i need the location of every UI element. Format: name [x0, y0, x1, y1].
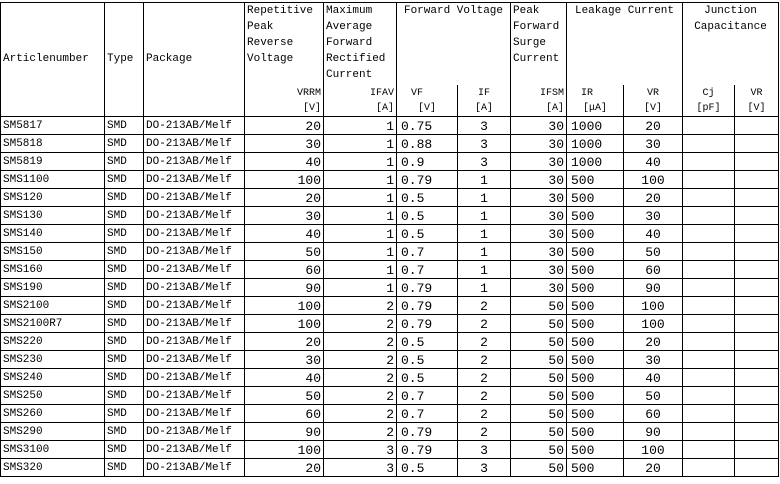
- table-row: [1, 153, 779, 171]
- cell-vf: 0.5: [397, 207, 458, 225]
- diode-spec-table: [0, 2, 779, 477]
- cell-if: 3: [458, 135, 511, 153]
- cell-type: SMD: [105, 261, 144, 279]
- cell-vf: 0.79: [397, 297, 458, 315]
- cell-vr: 90: [624, 279, 683, 297]
- unit-if: [A]: [458, 101, 511, 117]
- header-group-row: [1, 3, 779, 86]
- cell-type: SMD: [105, 459, 144, 477]
- cell-if: 2: [458, 333, 511, 351]
- cell-package: DO-213AB/Melf: [144, 279, 245, 297]
- cell-if: 3: [458, 117, 511, 135]
- cell-cj: [683, 369, 735, 387]
- cell-ir: 1000: [567, 135, 624, 153]
- cell-cj: [683, 459, 735, 477]
- cell-type: SMD: [105, 315, 144, 333]
- cell-vf: 0.79: [397, 171, 458, 189]
- cell-ifav: 2: [324, 333, 397, 351]
- cell-vr: 50: [624, 243, 683, 261]
- cell-package: DO-213AB/Melf: [144, 405, 245, 423]
- table-row: [1, 441, 779, 459]
- cell-vr2: [735, 423, 779, 441]
- cell-package: DO-213AB/Melf: [144, 369, 245, 387]
- cell-if: 1: [458, 225, 511, 243]
- cell-ir: 1000: [567, 153, 624, 171]
- table-row: [1, 171, 779, 189]
- cell-cj: [683, 153, 735, 171]
- cell-vf: 0.5: [397, 369, 458, 387]
- cell-ir: 500: [567, 279, 624, 297]
- cell-vrrm: 40: [245, 369, 324, 387]
- header-vrrm-group: Repetitive Peak Reverse Voltage: [245, 3, 324, 86]
- symbol-ifsm: IFSM: [511, 85, 567, 101]
- cell-type: SMD: [105, 297, 144, 315]
- cell-article: SMS220: [1, 333, 105, 351]
- cell-vr2: [735, 405, 779, 423]
- cell-package: DO-213AB/Melf: [144, 153, 245, 171]
- cell-article: SMS120: [1, 189, 105, 207]
- cell-vrrm: 20: [245, 117, 324, 135]
- cell-ifsm: 30: [511, 207, 567, 225]
- cell-type: SMD: [105, 369, 144, 387]
- table-row: [1, 333, 779, 351]
- cell-ifav: 1: [324, 135, 397, 153]
- cell-ifsm: 50: [511, 459, 567, 477]
- cell-type: SMD: [105, 351, 144, 369]
- cell-ifav: 2: [324, 351, 397, 369]
- cell-if: 1: [458, 279, 511, 297]
- cell-vr: 20: [624, 459, 683, 477]
- cell-type: SMD: [105, 279, 144, 297]
- unit-ifav: [A]: [324, 101, 397, 117]
- cell-if: 1: [458, 171, 511, 189]
- table-row: [1, 297, 779, 315]
- cell-vrrm: 40: [245, 153, 324, 171]
- cell-vr2: [735, 153, 779, 171]
- cell-article: SMS230: [1, 351, 105, 369]
- cell-vr: 50: [624, 387, 683, 405]
- cell-type: SMD: [105, 207, 144, 225]
- cell-ifsm: 30: [511, 243, 567, 261]
- cell-type: SMD: [105, 153, 144, 171]
- header-articlenumber: Articlenumber: [1, 3, 105, 117]
- cell-package: DO-213AB/Melf: [144, 117, 245, 135]
- symbol-vrrm: VRRM: [245, 85, 324, 101]
- cell-ir: 500: [567, 189, 624, 207]
- cell-type: SMD: [105, 387, 144, 405]
- cell-vr2: [735, 279, 779, 297]
- table-row: [1, 459, 779, 477]
- cell-cj: [683, 279, 735, 297]
- cell-ifsm: 50: [511, 333, 567, 351]
- cell-ir: 500: [567, 297, 624, 315]
- cell-type: SMD: [105, 243, 144, 261]
- cell-vr: 20: [624, 333, 683, 351]
- cell-article: SMS160: [1, 261, 105, 279]
- symbol-vr: VR: [624, 85, 683, 101]
- cell-ir: 500: [567, 387, 624, 405]
- cell-vrrm: 90: [245, 279, 324, 297]
- cell-vrrm: 20: [245, 189, 324, 207]
- cell-vf: 0.7: [397, 387, 458, 405]
- cell-ifsm: 30: [511, 171, 567, 189]
- table-row: [1, 369, 779, 387]
- cell-package: DO-213AB/Melf: [144, 441, 245, 459]
- cell-type: SMD: [105, 225, 144, 243]
- cell-ifsm: 30: [511, 117, 567, 135]
- cell-vr: 100: [624, 315, 683, 333]
- cell-ifsm: 50: [511, 369, 567, 387]
- cell-package: DO-213AB/Melf: [144, 135, 245, 153]
- cell-ifav: 1: [324, 279, 397, 297]
- cell-type: SMD: [105, 405, 144, 423]
- cell-ifav: 2: [324, 387, 397, 405]
- cell-vrrm: 30: [245, 207, 324, 225]
- table-row: [1, 261, 779, 279]
- cell-vr: 100: [624, 171, 683, 189]
- cell-vr2: [735, 189, 779, 207]
- cell-cj: [683, 351, 735, 369]
- cell-package: DO-213AB/Melf: [144, 207, 245, 225]
- header-capacitance-group: Junction Capacitance: [683, 3, 779, 86]
- cell-vr2: [735, 315, 779, 333]
- cell-article: SMS150: [1, 243, 105, 261]
- cell-vrrm: 20: [245, 459, 324, 477]
- cell-vrrm: 30: [245, 351, 324, 369]
- unit-cj: [pF]: [683, 101, 735, 117]
- cell-vrrm: 100: [245, 171, 324, 189]
- cell-package: DO-213AB/Melf: [144, 297, 245, 315]
- cell-article: SMS130: [1, 207, 105, 225]
- cell-if: 2: [458, 351, 511, 369]
- cell-vrrm: 100: [245, 315, 324, 333]
- cell-vrrm: 20: [245, 333, 324, 351]
- cell-package: DO-213AB/Melf: [144, 243, 245, 261]
- table-row: [1, 189, 779, 207]
- cell-cj: [683, 297, 735, 315]
- cell-ir: 500: [567, 261, 624, 279]
- cell-if: 1: [458, 207, 511, 225]
- table-row: [1, 207, 779, 225]
- cell-ifsm: 50: [511, 351, 567, 369]
- cell-vr2: [735, 243, 779, 261]
- cell-vrrm: 90: [245, 423, 324, 441]
- cell-if: 2: [458, 297, 511, 315]
- cell-ifsm: 50: [511, 387, 567, 405]
- cell-vr: 30: [624, 207, 683, 225]
- cell-cj: [683, 387, 735, 405]
- cell-vrrm: 60: [245, 405, 324, 423]
- cell-vf: 0.79: [397, 423, 458, 441]
- cell-article: SMS250: [1, 387, 105, 405]
- cell-ifav: 1: [324, 171, 397, 189]
- cell-ir: 500: [567, 441, 624, 459]
- cell-article: SMS240: [1, 369, 105, 387]
- cell-cj: [683, 423, 735, 441]
- cell-package: DO-213AB/Melf: [144, 261, 245, 279]
- cell-ir: 500: [567, 207, 624, 225]
- cell-cj: [683, 261, 735, 279]
- cell-type: SMD: [105, 189, 144, 207]
- symbol-cj: Cj: [683, 85, 735, 101]
- cell-vr2: [735, 387, 779, 405]
- cell-package: DO-213AB/Melf: [144, 189, 245, 207]
- cell-vf: 0.5: [397, 459, 458, 477]
- cell-vr: 100: [624, 441, 683, 459]
- cell-ir: 500: [567, 405, 624, 423]
- table-row: [1, 315, 779, 333]
- cell-vr: 40: [624, 153, 683, 171]
- cell-package: DO-213AB/Melf: [144, 171, 245, 189]
- cell-vr2: [735, 369, 779, 387]
- cell-vf: 0.79: [397, 441, 458, 459]
- unit-vr: [V]: [624, 101, 683, 117]
- cell-cj: [683, 207, 735, 225]
- cell-type: SMD: [105, 423, 144, 441]
- header-package: Package: [144, 3, 245, 117]
- cell-vf: 0.79: [397, 279, 458, 297]
- table-row: [1, 423, 779, 441]
- cell-if: 3: [458, 459, 511, 477]
- cell-if: 2: [458, 405, 511, 423]
- cell-cj: [683, 189, 735, 207]
- cell-article: SMS260: [1, 405, 105, 423]
- cell-ifsm: 30: [511, 279, 567, 297]
- cell-article: SMS140: [1, 225, 105, 243]
- table-row: [1, 279, 779, 297]
- header-leakage-group: Leakage Current: [567, 3, 683, 86]
- cell-ir: 500: [567, 369, 624, 387]
- cell-vr: 20: [624, 189, 683, 207]
- cell-cj: [683, 243, 735, 261]
- cell-if: 2: [458, 387, 511, 405]
- cell-article: SMS320: [1, 459, 105, 477]
- cell-if: 3: [458, 153, 511, 171]
- cell-vr: 40: [624, 369, 683, 387]
- table-row: [1, 351, 779, 369]
- cell-ifsm: 50: [511, 405, 567, 423]
- cell-cj: [683, 117, 735, 135]
- cell-ifav: 1: [324, 207, 397, 225]
- cell-ir: 500: [567, 243, 624, 261]
- cell-vrrm: 50: [245, 243, 324, 261]
- cell-type: SMD: [105, 333, 144, 351]
- cell-vf: 0.7: [397, 405, 458, 423]
- unit-vr2: [V]: [735, 101, 779, 117]
- cell-package: DO-213AB/Melf: [144, 387, 245, 405]
- cell-vf: 0.5: [397, 351, 458, 369]
- header-vf-group: Forward Voltage: [397, 3, 511, 86]
- cell-vr: 90: [624, 423, 683, 441]
- cell-ifav: 1: [324, 117, 397, 135]
- cell-cj: [683, 135, 735, 153]
- cell-vr2: [735, 351, 779, 369]
- unit-vrrm: [V]: [245, 101, 324, 117]
- symbol-if: IF: [458, 85, 511, 101]
- cell-ifav: 2: [324, 315, 397, 333]
- cell-ifsm: 50: [511, 315, 567, 333]
- cell-ifav: 2: [324, 405, 397, 423]
- cell-vrrm: 100: [245, 297, 324, 315]
- cell-if: 1: [458, 243, 511, 261]
- cell-ir: 500: [567, 351, 624, 369]
- table-row: [1, 117, 779, 135]
- cell-type: SMD: [105, 441, 144, 459]
- header-ifsm-group: Peak Forward Surge Current: [511, 3, 567, 86]
- cell-if: 2: [458, 369, 511, 387]
- cell-ifsm: 50: [511, 297, 567, 315]
- cell-package: DO-213AB/Melf: [144, 459, 245, 477]
- cell-vr: 40: [624, 225, 683, 243]
- cell-vf: 0.79: [397, 315, 458, 333]
- cell-package: DO-213AB/Melf: [144, 333, 245, 351]
- cell-cj: [683, 315, 735, 333]
- cell-vrrm: 30: [245, 135, 324, 153]
- cell-ifsm: 30: [511, 225, 567, 243]
- cell-type: SMD: [105, 117, 144, 135]
- cell-vr2: [735, 225, 779, 243]
- cell-ifav: 1: [324, 225, 397, 243]
- symbol-vr2: VR: [735, 85, 779, 101]
- cell-ir: 500: [567, 225, 624, 243]
- cell-vf: 0.9: [397, 153, 458, 171]
- cell-ir: 500: [567, 171, 624, 189]
- cell-ifsm: 30: [511, 153, 567, 171]
- cell-ifav: 2: [324, 369, 397, 387]
- symbol-vf: VF: [397, 85, 458, 101]
- cell-vrrm: 100: [245, 441, 324, 459]
- cell-vf: 0.5: [397, 189, 458, 207]
- cell-cj: [683, 171, 735, 189]
- cell-package: DO-213AB/Melf: [144, 423, 245, 441]
- cell-ir: 500: [567, 459, 624, 477]
- cell-vrrm: 60: [245, 261, 324, 279]
- cell-package: DO-213AB/Melf: [144, 315, 245, 333]
- cell-ifsm: 30: [511, 135, 567, 153]
- cell-vrrm: 50: [245, 387, 324, 405]
- cell-package: DO-213AB/Melf: [144, 351, 245, 369]
- cell-ir: 500: [567, 333, 624, 351]
- cell-vr: 60: [624, 405, 683, 423]
- cell-vr: 100: [624, 297, 683, 315]
- cell-vf: 0.5: [397, 333, 458, 351]
- cell-article: SMS2100R7: [1, 315, 105, 333]
- cell-article: SM5818: [1, 135, 105, 153]
- cell-vrrm: 40: [245, 225, 324, 243]
- cell-ifav: 1: [324, 243, 397, 261]
- cell-ifav: 3: [324, 459, 397, 477]
- cell-cj: [683, 333, 735, 351]
- cell-vr2: [735, 333, 779, 351]
- cell-ir: 1000: [567, 117, 624, 135]
- cell-vr2: [735, 117, 779, 135]
- cell-vr2: [735, 441, 779, 459]
- cell-vr2: [735, 135, 779, 153]
- cell-cj: [683, 441, 735, 459]
- cell-vf: 0.75: [397, 117, 458, 135]
- cell-vr2: [735, 297, 779, 315]
- unit-ifsm: [A]: [511, 101, 567, 117]
- cell-ifav: 1: [324, 189, 397, 207]
- cell-article: SMS2100: [1, 297, 105, 315]
- cell-if: 2: [458, 315, 511, 333]
- cell-ifsm: 50: [511, 441, 567, 459]
- cell-vr: 60: [624, 261, 683, 279]
- cell-vr: 30: [624, 351, 683, 369]
- cell-vr2: [735, 207, 779, 225]
- cell-vf: 0.7: [397, 261, 458, 279]
- cell-package: DO-213AB/Melf: [144, 225, 245, 243]
- cell-ifsm: 50: [511, 423, 567, 441]
- cell-vf: 0.88: [397, 135, 458, 153]
- cell-cj: [683, 225, 735, 243]
- cell-type: SMD: [105, 171, 144, 189]
- cell-article: SM5817: [1, 117, 105, 135]
- table-row: [1, 243, 779, 261]
- cell-if: 2: [458, 423, 511, 441]
- table-row: [1, 387, 779, 405]
- cell-vr: 20: [624, 117, 683, 135]
- unit-vf: [V]: [397, 101, 458, 117]
- symbol-ir: IR: [567, 85, 624, 101]
- cell-ifav: 1: [324, 261, 397, 279]
- cell-ifav: 2: [324, 423, 397, 441]
- cell-if: 1: [458, 261, 511, 279]
- cell-vr: 30: [624, 135, 683, 153]
- cell-article: SMS3100: [1, 441, 105, 459]
- table-row: [1, 405, 779, 423]
- cell-vr2: [735, 459, 779, 477]
- cell-article: SMS290: [1, 423, 105, 441]
- cell-vf: 0.7: [397, 243, 458, 261]
- cell-ifav: 3: [324, 441, 397, 459]
- cell-vr2: [735, 261, 779, 279]
- cell-article: SMS1100: [1, 171, 105, 189]
- table-row: [1, 225, 779, 243]
- cell-article: SM5819: [1, 153, 105, 171]
- symbol-ifav: IFAV: [324, 85, 397, 101]
- cell-ir: 500: [567, 315, 624, 333]
- table-row: [1, 135, 779, 153]
- cell-article: SMS190: [1, 279, 105, 297]
- cell-vf: 0.5: [397, 225, 458, 243]
- header-ifav-group: Maximum Average Forward Rectified Current: [324, 3, 397, 86]
- unit-ir: [μA]: [567, 101, 624, 117]
- cell-type: SMD: [105, 135, 144, 153]
- cell-if: 3: [458, 441, 511, 459]
- cell-vr2: [735, 171, 779, 189]
- cell-ir: 500: [567, 423, 624, 441]
- cell-ifsm: 30: [511, 261, 567, 279]
- cell-cj: [683, 405, 735, 423]
- header-type: Type: [105, 3, 144, 117]
- cell-ifsm: 30: [511, 189, 567, 207]
- cell-if: 1: [458, 189, 511, 207]
- cell-ifav: 2: [324, 297, 397, 315]
- cell-ifav: 1: [324, 153, 397, 171]
